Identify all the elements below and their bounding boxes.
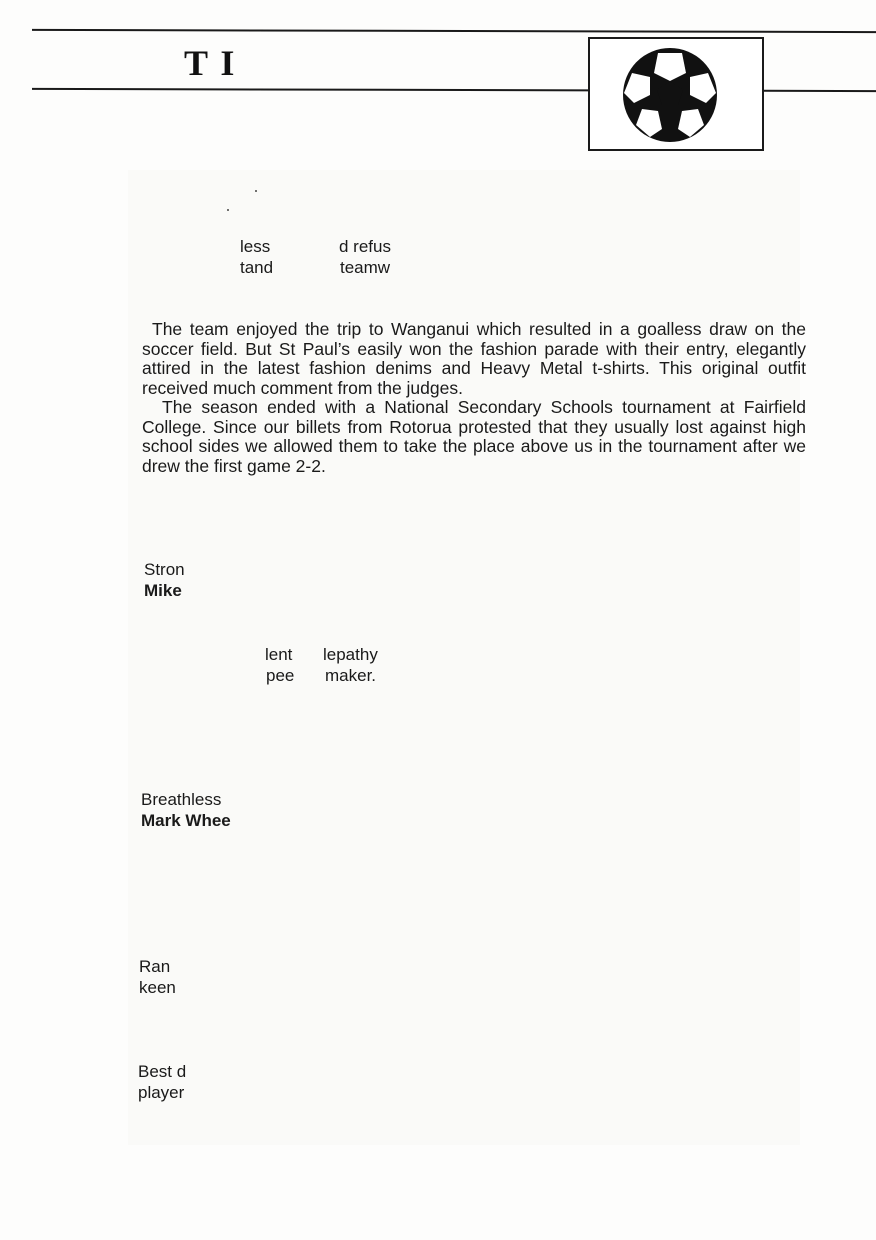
text-fragment: lepathy — [323, 645, 378, 664]
text-fragment: d refus — [339, 237, 391, 256]
text-fragment: Breathless — [141, 790, 222, 809]
text-fragment: lent — [265, 645, 293, 664]
text-fragment: teamw — [340, 258, 391, 277]
text-fragment: player — [138, 1083, 185, 1102]
faded-text-area — [128, 170, 800, 1145]
text-fragment: Stron — [144, 560, 185, 579]
paragraph: The season ended with a National Secondary Schools tournament at Fairfield College. Since our billets from Rotorua protested that they usually lost against high school sides we allowed them to take the place above us in the tournament after we drew the first game 2-2. — [142, 397, 806, 476]
speck — [227, 209, 229, 211]
text-fragment: tand — [240, 258, 274, 277]
header-rule-top — [32, 29, 876, 33]
text-fragment: Ran — [139, 957, 171, 976]
page-title: T I — [184, 43, 237, 83]
text-fragment: pee — [266, 666, 295, 685]
logo-box — [588, 37, 764, 151]
article-body — [142, 320, 806, 476]
speck — [255, 190, 257, 192]
text-fragment: maker. — [325, 666, 377, 685]
player-name-fragment: Mike — [144, 581, 182, 600]
text-fragment: less — [240, 237, 271, 256]
text-fragment: Best d — [138, 1062, 187, 1081]
paragraph: The team enjoyed the trip to Wanganui which resulted in a goalless draw on the soccer field. But St Paul’s easily won the fashion parade with their entry, elegantly attired in the latest fashion denims and Heavy Metal t-shirts. This original outfit received much comment from the judges. — [142, 319, 806, 398]
soccer-ball-icon — [620, 45, 720, 145]
text-fragment: keen — [139, 978, 176, 997]
player-name-fragment: Mark Whee — [141, 811, 231, 830]
